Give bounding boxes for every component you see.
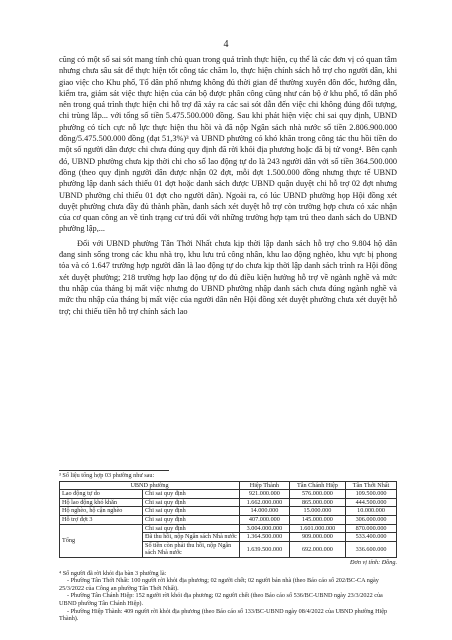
table-row [60, 524, 397, 533]
table-cell: 921.000.000 [240, 490, 290, 499]
unit-note: Đơn vị tính: Đồng. [350, 558, 397, 566]
table-cell: Hộ lao động khó khăn [60, 498, 143, 507]
table-cell: Số tiền còn phải thu hồi, nộp Ngân sách Nhà nước [143, 541, 240, 557]
table-cell: 15.000.000 [289, 507, 345, 516]
table-row [60, 490, 397, 499]
table-cell: 145.000.000 [289, 515, 345, 524]
table-cell: Chi sai quy định [143, 490, 240, 499]
table-cell-total-label: Tổng [60, 524, 143, 557]
paragraph-1: cũng có một số sai sót mang tính chủ quan trong quá trình thực hiện, cụ thể là các đơn vị có quan tâm nhưng chưa sâu sát để thực hiện tốt công tác chăm lo, thực hiện chính sách hỗ trợ cho người dân, khi giao việc cho Khu phố, Tổ dân phố nhưng không đủ thời gian để thường xuyên đôn đốc, hướng dẫn, kiểm tra, giám sát việc thực hiện của cán bộ được phân công cũng như cán bộ ở khu phố, tổ dân phố nên trong quá trình thực hiện chi hỗ trợ đã xảy ra các sai sót dẫn đến việc chi không đúng đối tượng, chi trùng lắp... với tổng số tiền 5.475.500.000 đồng. Sau khi phát hiện việc chi sai quy định, UBND phường có tích cực nỗ lực thực hiện thu hồi và đã nộp Ngân sách nhà nước số tiền 2.806.900.000 đồng/5.475.500.000 đồng (đạt 51,3%)³ và UBND phường có khó khăn trong công tác thu hồi tiền do một số người dân được chi chưa đúng quy định đã rời khỏi địa phương hoặc đã bị tử vong⁴. Bên cạnh đó, UBND phường chưa kịp thời chi cho số lao động tự do là 243 người dân với số tiền 364.500.000 đồng (theo quy định người dân được nhận 02 đợt, mỗi đợt 1.500.000 đồng nhưng thực tế UBND phường lập danh sách thiếu 01 đợt hoặc danh sách được UBND quận duyệt chi hỗ trợ 02 đợt nhưng UBND phường chỉ thiếu 01 đợt cho người dân). Ngoài ra, có lúc UBND phường họp Hội đồng xét duyệt phường chưa đầy đủ thành phần, danh sách xét duyệt hỗ trợ còn trường hợp chưa có xác nhận của cơ quan công an về tình trạng cư trú đối với những trường hợp tạm trú theo danh sách do UBND phường lập,... [59, 55, 397, 234]
table-cell: 1.601.000.000 [289, 524, 345, 533]
table-header: Tân Chánh Hiệp [289, 481, 345, 490]
table-cell: 336.600.000 [346, 541, 397, 557]
footnote-4-title: ⁴ Số người đã rời khỏi địa bàn 3 phường là: [59, 569, 167, 577]
table-cell: 692.000.000 [289, 541, 345, 557]
footnote-4-item: - Phường Tân Thới Nhất: 100 người rời khỏi địa phương; 02 người chết; 02 người bán nhà (theo Báo cáo số 202/BC-CA ngày 25/3/2022 của Công an phường Tân Thới Nhất). [59, 577, 379, 592]
footnote-4 [59, 570, 397, 623]
table-row [60, 498, 397, 507]
footnote-4-item: - Phường Hiệp Thành: 409 người rời khỏi địa phương (theo Báo cáo số 133/BC-UBND ngày 08/4/2022 của UBND phường Hiệp Thành). [59, 607, 388, 623]
table-cell: 909.000.000 [289, 533, 345, 542]
table-cell: 14.000.000 [240, 507, 290, 516]
table-header: UBND phường [60, 481, 240, 490]
paragraph-2: Đối với UBND phường Tân Thới Nhất chưa kịp thời lập danh sách hỗ trợ cho 9.804 hộ dân đang sinh sống trong các khu nhà trọ, khu lưu trú công nhân, khu lao động nghèo, khu vực bị phong tỏa và có 1.647 trường hợp người dân là lao động tự do chưa kịp thời lập danh sách trình ra Hội đồng xét duyệt phường; 218 trường hợp lao động tự do đủ điều kiện hưởng hỗ trợ về ngành nghề và mức thu nhập của tháng bị mất việc nhưng do UBND phường nhập danh sách chưa đúng ngành nghề và mức thu nhập của tháng bị mất việc của người dân nên Hội đồng xét duyệt phường chưa xét duyệt hỗ trợ; chi thiếu tiền hỗ trợ chính sách lao [59, 238, 397, 316]
footnote-3-title: ³ Số liệu tổng hợp 03 phường như sau: [59, 472, 155, 479]
table-row [60, 507, 397, 516]
table-header: Tân Thới Nhất [346, 481, 397, 490]
table-cell: Đã thu hồi, nộp Ngân sách Nhà nước [143, 533, 240, 542]
table-cell: 533.400.000 [346, 533, 397, 542]
table-cell: Chi sai quy định [143, 507, 240, 516]
table-cell: Chi sai quy định [143, 515, 240, 524]
summary-table [59, 481, 397, 558]
table-cell: 870.000.000 [346, 524, 397, 533]
table-cell: 1.364.500.000 [240, 533, 290, 542]
body-text [59, 54, 397, 317]
table-cell: 1.639.500.000 [240, 541, 290, 557]
table-row [60, 515, 397, 524]
table-header: Hiệp Thành [240, 481, 290, 490]
table-cell: Chi sai quy định [143, 498, 240, 507]
table-cell: 3.004.000.000 [240, 524, 290, 533]
table-cell: Hộ nghèo, hộ cận nghèo [60, 507, 143, 516]
table-cell: Chi sai quy định [143, 524, 240, 533]
footnotes [59, 472, 397, 623]
footnote-4-item: - Phường Tân Chánh Hiệp: 152 người rời khỏi địa phương; 02 người chết (theo Báo cáo số 536/BC-UBND ngày 23/3/2022 của UBND phường Tân Chánh Hiệp). [59, 592, 383, 607]
table-cell: 1.662.000.000 [240, 498, 290, 507]
table-cell: 109.500.000 [346, 490, 397, 499]
table-cell: 306.000.000 [346, 515, 397, 524]
table-cell: 444.500.000 [346, 498, 397, 507]
table-cell: 576.000.000 [289, 490, 345, 499]
page-number: 4 [223, 39, 229, 50]
table-cell: Lao động tự do [60, 490, 143, 499]
table-header-row [60, 481, 397, 490]
footnote-separator [59, 470, 169, 471]
table-cell: 10.000.000 [346, 507, 397, 516]
table-cell: Hỗ trợ đợt 3 [60, 515, 143, 524]
table-cell: 865.000.000 [289, 498, 345, 507]
table-cell: 407.000.000 [240, 515, 290, 524]
